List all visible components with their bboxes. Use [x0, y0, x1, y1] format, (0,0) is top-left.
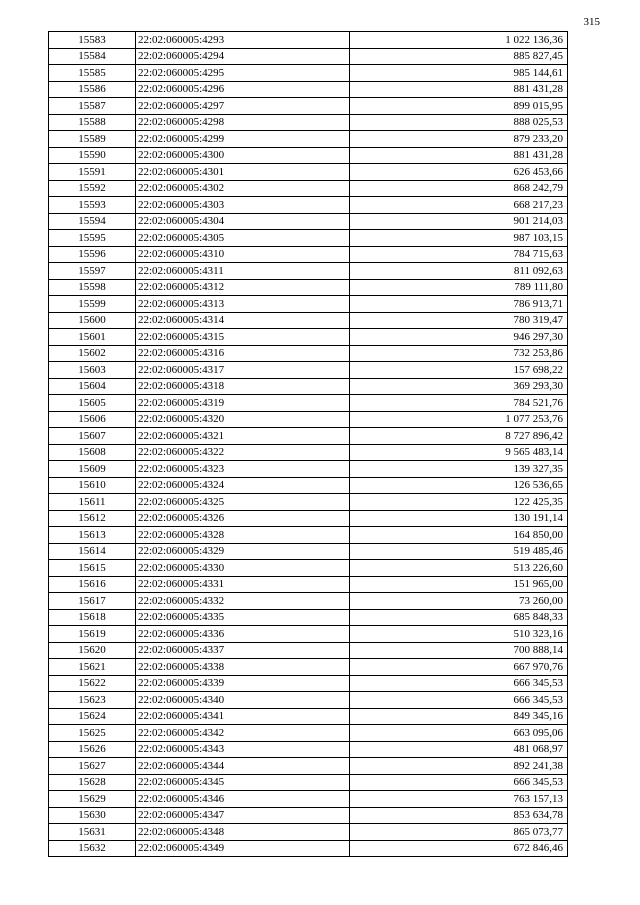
cadastral-value-cell: 865 073,77 — [350, 824, 568, 841]
cadastral-number-cell: 22:02:060005:4326 — [136, 510, 350, 527]
cadastral-value-cell: 122 425,35 — [350, 494, 568, 511]
row-number-cell: 15593 — [49, 197, 136, 214]
cadastral-value-cell: 881 431,28 — [350, 147, 568, 164]
row-number-cell: 15604 — [49, 378, 136, 395]
cadastral-number-cell: 22:02:060005:4317 — [136, 362, 350, 379]
table-row — [49, 725, 568, 742]
row-number-cell: 15589 — [49, 131, 136, 148]
cadastral-number-cell: 22:02:060005:4305 — [136, 230, 350, 247]
cadastral-value-cell: 899 015,95 — [350, 98, 568, 115]
table-row — [49, 296, 568, 313]
cadastral-value-cell: 853 634,78 — [350, 807, 568, 824]
row-number-cell: 15614 — [49, 543, 136, 560]
cadastral-value-cell: 784 521,76 — [350, 395, 568, 412]
cadastral-value-cell: 868 242,79 — [350, 180, 568, 197]
cadastral-value-cell: 626 453,66 — [350, 164, 568, 181]
cadastral-number-cell: 22:02:060005:4346 — [136, 791, 350, 808]
cadastral-value-cell: 164 850,00 — [350, 527, 568, 544]
cadastral-number-cell: 22:02:060005:4304 — [136, 213, 350, 230]
cadastral-value-cell: 946 297,30 — [350, 329, 568, 346]
cadastral-number-cell: 22:02:060005:4296 — [136, 81, 350, 98]
cadastral-value-cell: 763 157,13 — [350, 791, 568, 808]
row-number-cell: 15611 — [49, 494, 136, 511]
row-number-cell: 15599 — [49, 296, 136, 313]
table-row — [49, 279, 568, 296]
cadastral-value-cell: 666 345,53 — [350, 774, 568, 791]
cadastral-value-cell: 668 217,23 — [350, 197, 568, 214]
table-row — [49, 197, 568, 214]
table-row — [49, 807, 568, 824]
cadastral-value-cell: 513 226,60 — [350, 560, 568, 577]
table-row — [49, 362, 568, 379]
cadastral-number-cell: 22:02:060005:4303 — [136, 197, 350, 214]
cadastral-number-cell: 22:02:060005:4331 — [136, 576, 350, 593]
cadastral-number-cell: 22:02:060005:4295 — [136, 65, 350, 82]
cadastral-value-cell: 881 431,28 — [350, 81, 568, 98]
cadastral-number-cell: 22:02:060005:4335 — [136, 609, 350, 626]
cadastral-number-cell: 22:02:060005:4340 — [136, 692, 350, 709]
cadastral-number-cell: 22:02:060005:4313 — [136, 296, 350, 313]
cadastral-value-cell: 888 025,53 — [350, 114, 568, 131]
row-number-cell: 15610 — [49, 477, 136, 494]
row-number-cell: 15616 — [49, 576, 136, 593]
cadastral-number-cell: 22:02:060005:4342 — [136, 725, 350, 742]
cadastral-value-cell: 789 111,80 — [350, 279, 568, 296]
cadastral-number-cell: 22:02:060005:4324 — [136, 477, 350, 494]
table-row — [49, 708, 568, 725]
cadastral-number-cell: 22:02:060005:4318 — [136, 378, 350, 395]
row-number-cell: 15625 — [49, 725, 136, 742]
cadastral-number-cell: 22:02:060005:4323 — [136, 461, 350, 478]
cadastral-value-cell: 885 827,45 — [350, 48, 568, 65]
row-number-cell: 15608 — [49, 444, 136, 461]
cadastral-value-cell: 481 068,97 — [350, 741, 568, 758]
table-row — [49, 593, 568, 610]
row-number-cell: 15627 — [49, 758, 136, 775]
cadastral-value-cell: 9 565 483,14 — [350, 444, 568, 461]
table-row — [49, 81, 568, 98]
row-number-cell: 15587 — [49, 98, 136, 115]
cadastral-value-cell: 985 144,61 — [350, 65, 568, 82]
row-number-cell: 15605 — [49, 395, 136, 412]
cadastral-number-cell: 22:02:060005:4341 — [136, 708, 350, 725]
cadastral-number-cell: 22:02:060005:4320 — [136, 411, 350, 428]
row-number-cell: 15615 — [49, 560, 136, 577]
cadastral-value-cell: 130 191,14 — [350, 510, 568, 527]
row-number-cell: 15594 — [49, 213, 136, 230]
cadastral-value-cell: 126 536,65 — [350, 477, 568, 494]
row-number-cell: 15592 — [49, 180, 136, 197]
table-row — [49, 147, 568, 164]
cadastral-value-cell: 519 485,46 — [350, 543, 568, 560]
cadastral-number-cell: 22:02:060005:4349 — [136, 840, 350, 857]
row-number-cell: 15618 — [49, 609, 136, 626]
cadastral-number-cell: 22:02:060005:4298 — [136, 114, 350, 131]
table-row — [49, 461, 568, 478]
table-row — [49, 65, 568, 82]
cadastral-value-cell: 784 715,63 — [350, 246, 568, 263]
cadastral-value-cell: 987 103,15 — [350, 230, 568, 247]
table-row — [49, 114, 568, 131]
page-number: 315 — [583, 16, 600, 28]
table-row — [49, 263, 568, 280]
row-number-cell: 15606 — [49, 411, 136, 428]
cadastral-number-cell: 22:02:060005:4336 — [136, 626, 350, 643]
cadastral-value-cell: 666 345,53 — [350, 675, 568, 692]
cadastral-number-cell: 22:02:060005:4332 — [136, 593, 350, 610]
row-number-cell: 15585 — [49, 65, 136, 82]
cadastral-number-cell: 22:02:060005:4339 — [136, 675, 350, 692]
table-row — [49, 543, 568, 560]
row-number-cell: 15617 — [49, 593, 136, 610]
cadastral-number-cell: 22:02:060005:4343 — [136, 741, 350, 758]
table-row — [49, 791, 568, 808]
row-number-cell: 15622 — [49, 675, 136, 692]
row-number-cell: 15629 — [49, 791, 136, 808]
table-row — [49, 329, 568, 346]
table-row — [49, 840, 568, 857]
cadastral-number-cell: 22:02:060005:4322 — [136, 444, 350, 461]
table-row — [49, 32, 568, 49]
cadastral-number-cell: 22:02:060005:4297 — [136, 98, 350, 115]
row-number-cell: 15584 — [49, 48, 136, 65]
row-number-cell: 15583 — [49, 32, 136, 49]
cadastral-value-cell: 700 888,14 — [350, 642, 568, 659]
cadastral-number-cell: 22:02:060005:4311 — [136, 263, 350, 280]
table-row — [49, 246, 568, 263]
table-row — [49, 164, 568, 181]
row-number-cell: 15632 — [49, 840, 136, 857]
row-number-cell: 15598 — [49, 279, 136, 296]
cadastral-value-cell: 1 077 253,76 — [350, 411, 568, 428]
table-row — [49, 477, 568, 494]
cadastral-number-cell: 22:02:060005:4348 — [136, 824, 350, 841]
table-row — [49, 576, 568, 593]
cadastral-number-cell: 22:02:060005:4312 — [136, 279, 350, 296]
table-row — [49, 692, 568, 709]
cadastral-value-cell: 139 327,35 — [350, 461, 568, 478]
cadastral-number-cell: 22:02:060005:4347 — [136, 807, 350, 824]
cadastral-number-cell: 22:02:060005:4314 — [136, 312, 350, 329]
row-number-cell: 15586 — [49, 81, 136, 98]
cadastral-value-cell: 8 727 896,42 — [350, 428, 568, 445]
row-number-cell: 15621 — [49, 659, 136, 676]
row-number-cell: 15613 — [49, 527, 136, 544]
cadastral-number-cell: 22:02:060005:4316 — [136, 345, 350, 362]
cadastral-value-table — [48, 31, 568, 857]
cadastral-number-cell: 22:02:060005:4345 — [136, 774, 350, 791]
table-row — [49, 609, 568, 626]
table-row — [49, 428, 568, 445]
table-row — [49, 626, 568, 643]
cadastral-number-cell: 22:02:060005:4294 — [136, 48, 350, 65]
table-row — [49, 213, 568, 230]
cadastral-number-cell: 22:02:060005:4330 — [136, 560, 350, 577]
cadastral-number-cell: 22:02:060005:4321 — [136, 428, 350, 445]
cadastral-number-cell: 22:02:060005:4337 — [136, 642, 350, 659]
cadastral-value-cell: 73 260,00 — [350, 593, 568, 610]
row-number-cell: 15607 — [49, 428, 136, 445]
cadastral-number-cell: 22:02:060005:4319 — [136, 395, 350, 412]
cadastral-value-cell: 369 293,30 — [350, 378, 568, 395]
row-number-cell: 15588 — [49, 114, 136, 131]
row-number-cell: 15612 — [49, 510, 136, 527]
cadastral-value-cell: 667 970,76 — [350, 659, 568, 676]
table-row — [49, 395, 568, 412]
table-row — [49, 494, 568, 511]
table-row — [49, 411, 568, 428]
row-number-cell: 15596 — [49, 246, 136, 263]
row-number-cell: 15595 — [49, 230, 136, 247]
row-number-cell: 15600 — [49, 312, 136, 329]
cadastral-number-cell: 22:02:060005:4293 — [136, 32, 350, 49]
cadastral-value-cell: 510 323,16 — [350, 626, 568, 643]
table-row — [49, 774, 568, 791]
cadastral-value-cell: 892 241,38 — [350, 758, 568, 775]
cadastral-number-cell: 22:02:060005:4325 — [136, 494, 350, 511]
table-row — [49, 741, 568, 758]
row-number-cell: 15624 — [49, 708, 136, 725]
table-body — [49, 32, 568, 857]
table-row — [49, 312, 568, 329]
row-number-cell: 15591 — [49, 164, 136, 181]
cadastral-number-cell: 22:02:060005:4300 — [136, 147, 350, 164]
cadastral-value-cell: 879 233,20 — [350, 131, 568, 148]
table-row — [49, 527, 568, 544]
table-row — [49, 378, 568, 395]
row-number-cell: 15601 — [49, 329, 136, 346]
cadastral-number-cell: 22:02:060005:4329 — [136, 543, 350, 560]
table-row — [49, 510, 568, 527]
cadastral-value-cell: 685 848,33 — [350, 609, 568, 626]
row-number-cell: 15623 — [49, 692, 136, 709]
table-row — [49, 642, 568, 659]
table-row — [49, 659, 568, 676]
cadastral-value-cell: 663 095,06 — [350, 725, 568, 742]
table-row — [49, 98, 568, 115]
row-number-cell: 15619 — [49, 626, 136, 643]
cadastral-number-cell: 22:02:060005:4302 — [136, 180, 350, 197]
row-number-cell: 15603 — [49, 362, 136, 379]
cadastral-value-cell: 672 846,46 — [350, 840, 568, 857]
row-number-cell: 15609 — [49, 461, 136, 478]
table-row — [49, 758, 568, 775]
row-number-cell: 15597 — [49, 263, 136, 280]
cadastral-value-cell: 151 965,00 — [350, 576, 568, 593]
cadastral-number-cell: 22:02:060005:4338 — [136, 659, 350, 676]
row-number-cell: 15631 — [49, 824, 136, 841]
cadastral-value-cell: 157 698,22 — [350, 362, 568, 379]
row-number-cell: 15602 — [49, 345, 136, 362]
cadastral-number-cell: 22:02:060005:4315 — [136, 329, 350, 346]
table-row — [49, 824, 568, 841]
table-row — [49, 345, 568, 362]
cadastral-number-cell: 22:02:060005:4299 — [136, 131, 350, 148]
cadastral-value-cell: 901 214,03 — [350, 213, 568, 230]
table-row — [49, 180, 568, 197]
row-number-cell: 15590 — [49, 147, 136, 164]
row-number-cell: 15620 — [49, 642, 136, 659]
cadastral-number-cell: 22:02:060005:4344 — [136, 758, 350, 775]
table-row — [49, 675, 568, 692]
cadastral-value-cell: 732 253,86 — [350, 345, 568, 362]
table-row — [49, 560, 568, 577]
cadastral-value-cell: 666 345,53 — [350, 692, 568, 709]
cadastral-number-cell: 22:02:060005:4301 — [136, 164, 350, 181]
row-number-cell: 15628 — [49, 774, 136, 791]
cadastral-value-cell: 811 092,63 — [350, 263, 568, 280]
cadastral-value-cell: 849 345,16 — [350, 708, 568, 725]
cadastral-value-cell: 780 319,47 — [350, 312, 568, 329]
row-number-cell: 15626 — [49, 741, 136, 758]
table-row — [49, 444, 568, 461]
cadastral-value-cell: 1 022 136,36 — [350, 32, 568, 49]
cadastral-value-cell: 786 913,71 — [350, 296, 568, 313]
table-row — [49, 131, 568, 148]
table-row — [49, 230, 568, 247]
cadastral-number-cell: 22:02:060005:4310 — [136, 246, 350, 263]
table-row — [49, 48, 568, 65]
cadastral-number-cell: 22:02:060005:4328 — [136, 527, 350, 544]
row-number-cell: 15630 — [49, 807, 136, 824]
